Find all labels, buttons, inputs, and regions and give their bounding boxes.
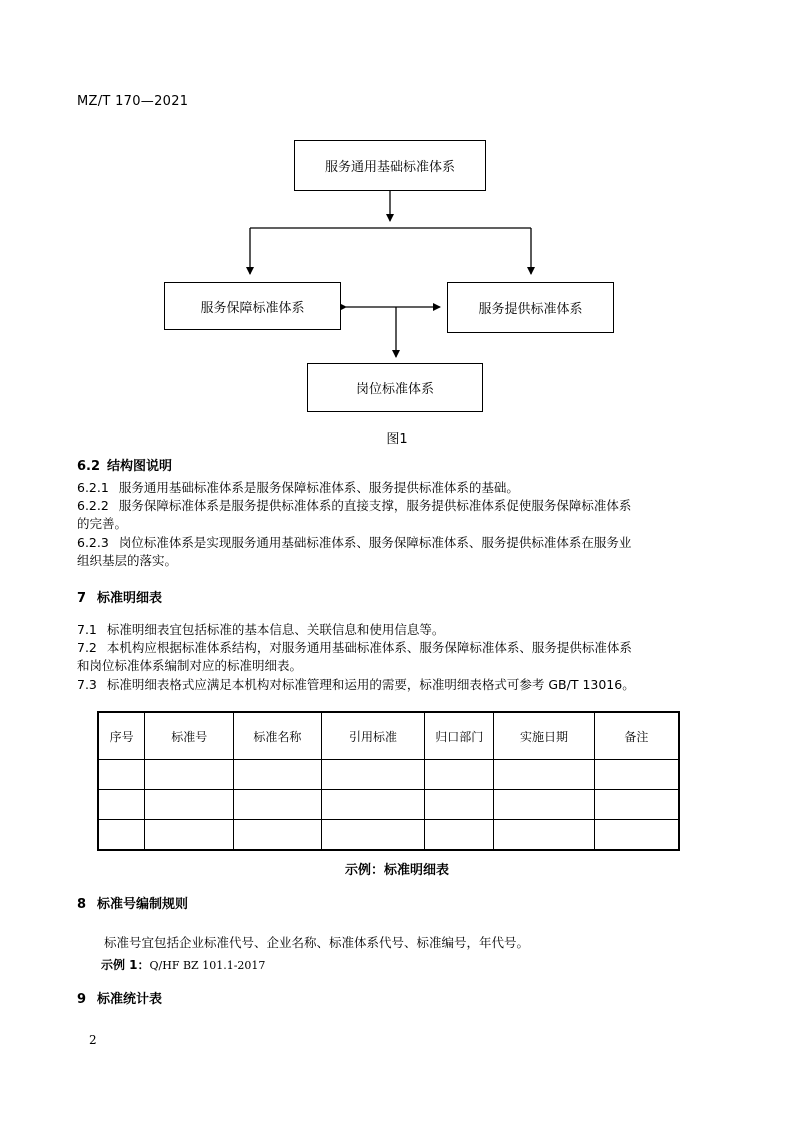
table-header-row [98, 712, 679, 760]
section-number: 9 [77, 992, 87, 1007]
table-cell [425, 820, 494, 851]
clause-6-2-3 [77, 534, 717, 570]
table-cell [145, 820, 234, 851]
clause-number: 6.2.1 [77, 480, 109, 495]
clause-number: 6.2.3 [77, 535, 109, 550]
clause-text: 服务通用基础标准体系是服务保障标准体系、服务提供标准体系的基础。 [118, 480, 519, 495]
section-heading-7 [77, 587, 162, 606]
table-header-cell: 归口部门 [425, 712, 494, 760]
table-cell [494, 790, 595, 820]
table-caption: 示例：标准明细表 [344, 863, 449, 878]
clause-text: 标准明细表格式应满足本机构对标准管理和运用的需要，标准明细表格式可参考 GB/T 13016。 [106, 677, 635, 692]
clause-7-1 [77, 621, 717, 639]
table-cell [145, 790, 234, 820]
table-cell [425, 760, 494, 790]
example-line [101, 956, 265, 973]
clause-text: 标准明细表宜包括标准的基本信息、关联信息和使用信息等。 [106, 622, 445, 637]
clause-7-3 [77, 676, 737, 694]
clause-text-continued: 的完善。 [77, 516, 128, 531]
table-cell [594, 820, 679, 851]
section-title: 标准明细表 [97, 591, 163, 606]
figure-caption: 图1 [386, 432, 408, 447]
standard-detail-table [97, 711, 680, 851]
diagram-box-label: 服务提供标准体系 [478, 302, 583, 317]
table-cell [98, 820, 145, 851]
table-row [98, 790, 679, 820]
diagram-box-support [164, 282, 341, 330]
section-heading-9 [77, 988, 162, 1007]
clause-text: 本机构应根据标准体系结构，对服务通用基础标准体系、服务保障标准体系、服务提供标准体系 [106, 640, 632, 655]
section-number: 7 [77, 591, 87, 606]
clause-text-continued: 和岗位标准体系编制对应的标准明细表。 [77, 658, 303, 673]
section-title: 结构图说明 [107, 459, 173, 474]
clause-number: 7.3 [77, 677, 97, 692]
table-cell [234, 760, 322, 790]
table-cell [234, 820, 322, 851]
diagram-box-label: 服务保障标准体系 [200, 300, 305, 316]
clause-text: 岗位标准体系是实现服务通用基础标准体系、服务保障标准体系、服务提供标准体系在服务业 [118, 535, 632, 550]
clause-6-2-2 [77, 497, 717, 533]
table-cell [321, 760, 425, 790]
table-cell [321, 790, 425, 820]
document-code: MZ/T 170—2021 [77, 94, 189, 109]
table-cell [594, 760, 679, 790]
diagram-box-post [307, 363, 483, 412]
section-8-text: 标准号宜包括企业标准代号、企业名称、标准体系代号、标准编号，年代号。 [104, 935, 530, 950]
table-cell [98, 760, 145, 790]
diagram-box-general-basic [294, 140, 486, 191]
clause-number: 6.2.2 [77, 498, 109, 513]
section-number: 6.2 [77, 459, 101, 474]
table-row [98, 760, 679, 790]
table-header-cell: 标准号 [145, 712, 234, 760]
table-cell [234, 790, 322, 820]
clause-text-continued: 组织基层的落实。 [77, 553, 178, 568]
table-header-cell: 引用标准 [321, 712, 425, 760]
clause-number: 7.2 [77, 640, 97, 655]
table-row [98, 820, 679, 851]
table-cell [594, 790, 679, 820]
table-header-cell: 实施日期 [494, 712, 595, 760]
table-cell [321, 820, 425, 851]
section-title: 标准统计表 [97, 992, 163, 1007]
clause-6-2-1 [77, 479, 717, 497]
table-header-cell: 序号 [98, 712, 145, 760]
section-heading-8 [77, 893, 188, 912]
example-label: 示例 1： [101, 958, 150, 972]
diagram-box-label: 岗位标准体系 [355, 382, 434, 397]
table-header-cell: 备注 [594, 712, 679, 760]
table-cell [494, 760, 595, 790]
table-header-cell: 标准名称 [234, 712, 322, 760]
table-cell [145, 760, 234, 790]
diagram-box-provision [447, 282, 614, 333]
section-heading-6-2 [77, 455, 172, 474]
section-number: 8 [77, 897, 87, 912]
clause-text: 服务保障标准体系是服务提供标准体系的直接支撑，服务提供标准体系促使服务保障标准体系 [118, 498, 632, 513]
page-number: 2 [89, 1033, 97, 1047]
table-cell [494, 820, 595, 851]
table-cell [425, 790, 494, 820]
example-code: Q/HF BZ 101.1-2017 [149, 959, 266, 972]
diagram-box-label: 服务通用基础标准体系 [324, 160, 455, 175]
clause-7-2 [77, 639, 717, 675]
clause-number: 7.1 [77, 622, 97, 637]
table-cell [98, 790, 145, 820]
section-title: 标准号编制规则 [97, 897, 189, 912]
